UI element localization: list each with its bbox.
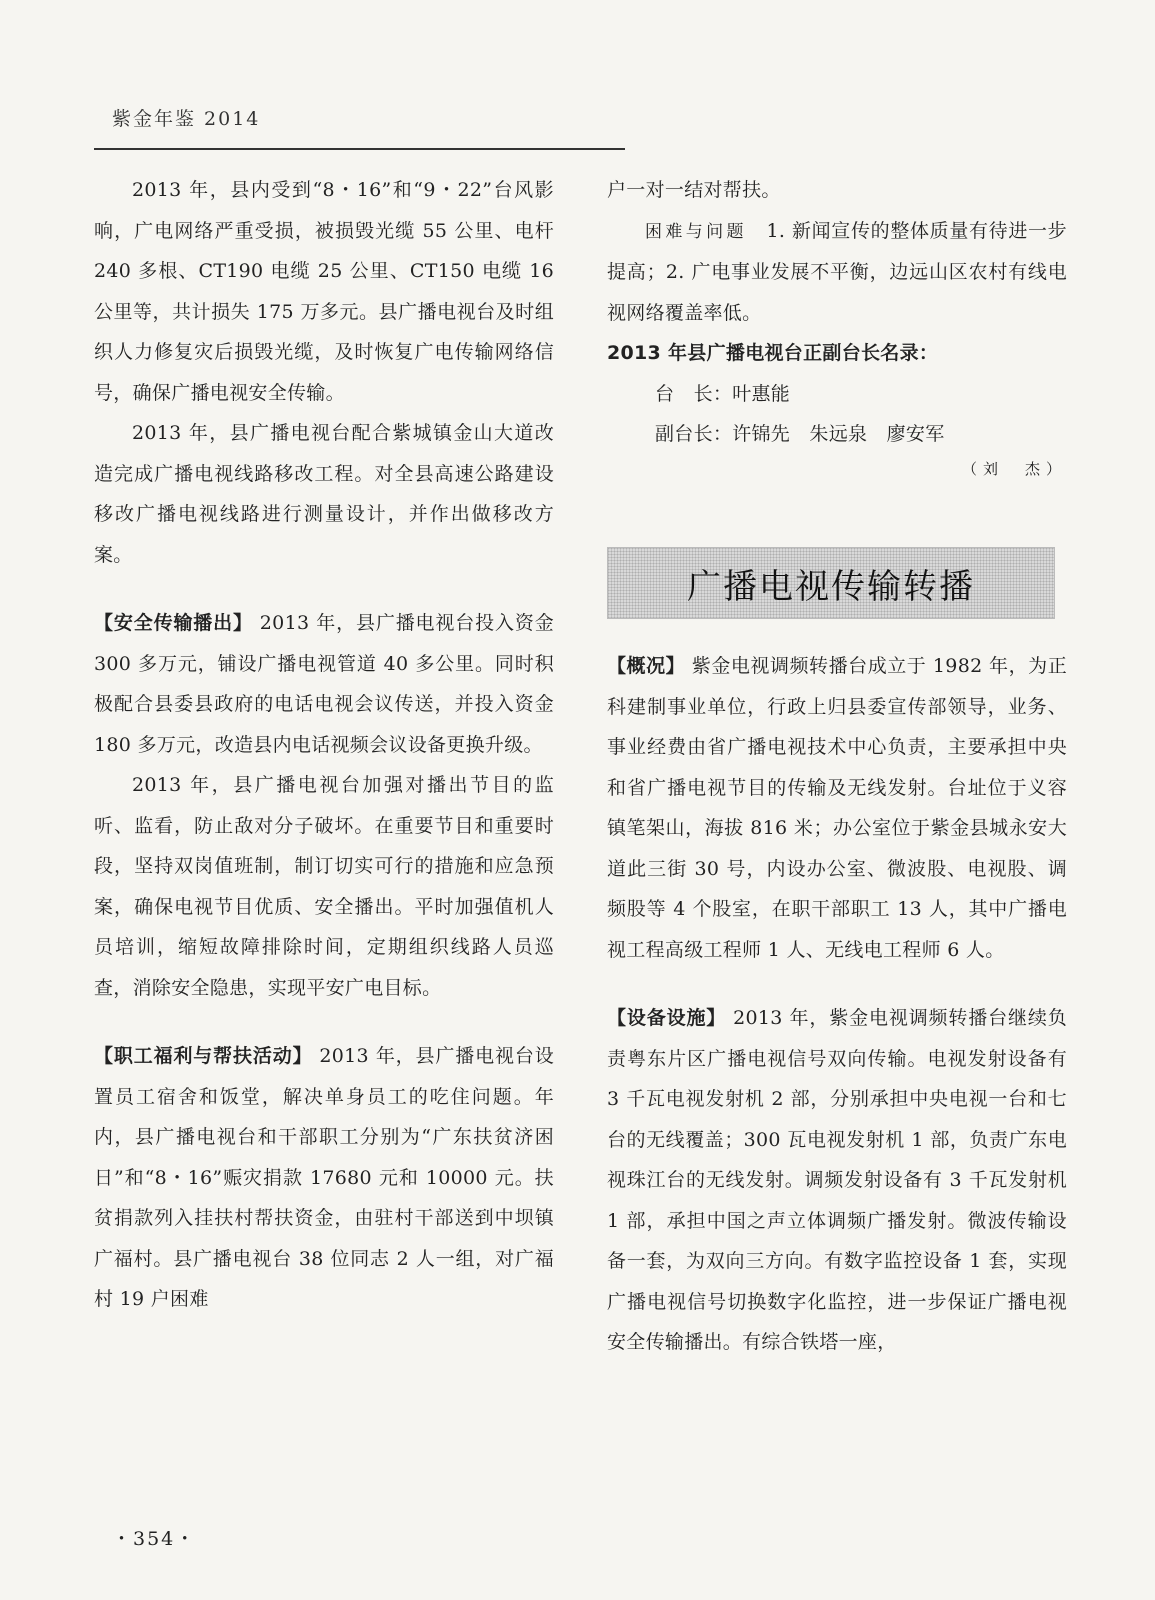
section-body: 2013 年，县广播电视台设置员工宿舍和饭堂，解决单身员工的吃住问题。年内，县广播电视台和干部职工分别为“广东扶贫济困日”和“8・16”赈灾捐款 17680 元和 10000 元。扶贫捐款列入挂扶村帮扶资金，由驻村干部送到中坝镇广福村。县广播电视台 38 位同志 2 人一组，对广福村 19 户困难 [94,1045,555,1310]
page-number: ・354・ [112,1528,197,1550]
banner-title: 广播电视传输转播 [687,566,975,607]
problems-head: 困难与问题 [645,221,747,242]
section-gap [94,1008,554,1036]
right-column-bottom [607,646,1067,1363]
right-column-top [607,170,1067,483]
running-header: 紫金年鉴 2014 [112,108,261,130]
section-body: 2013 年，县广播电视台投入资金 300 多万元，铺设广播电视管道 40 多公里。同时积极配合县委县政府的电话电视会议传送，并投入资金 180 多万元，改造县内电话视频会议设备更换升级。 [94,612,555,756]
section-banner [607,547,1055,619]
section-body: 2013 年，紫金电视调频转播台继续负责粤东片区广播电视信号双向传输。电视发射设备有 3 千瓦电视发射机 2 部，分别承担中央电视一台和七台的无线覆盖；300 瓦电视发射机 1 部，负责广东电视珠江台的无线发射。调频发射设备有 3 千瓦发射机 1 部，承担中国之声立体调频广播发射。微波传输设备一套，为双向三方向。有数字监控设备 1 套，实现广播电视信号切换数字化监控，进一步保证广播电视安全传输播出。有综合铁塔一座， [607,1007,1068,1353]
roster-deputy: 副台长：许锦先 朱远泉 廖安军 [655,423,945,445]
section-gap [94,575,554,603]
section-welfare [94,1036,554,1320]
section-head-overview: 【概况】 [607,655,686,677]
paragraph-monitoring: 2013 年，县广播电视台加强对播出节目的监听、监看，防止敌对分子破坏。在重要节目和重要时段，坚持双岗值班制，制订切实可行的措施和应急预案，确保电视节目优质、安全播出。平时加强值机人员培训，缩短故障排除时间，定期组织线路人员巡查，消除安全隐患，实现平安广电目标。 [94,774,554,999]
section-safe-transmission [94,603,554,765]
problems-body: 1. 新闻宣传的整体质量有待进一步提高；2. 广电事业发展不平衡，边远山区农村有线电视网络覆盖率低。 [607,219,1067,324]
paragraph-line-relocation: 2013 年，县广播电视台配合紫城镇金山大道改造完成广播电视线路移改工程。对全县高速公路建设移改广播电视线路进行测量设计，并作出做移改方案。 [94,422,554,566]
paragraph-continued: 户一对一结对帮扶。 [607,179,781,201]
left-column [94,170,554,1320]
paragraph-typhoon-damage: 2013 年，县内受到“8・16”和“9・22”台风影响，广电网络严重受损，被损毁光缆 55 公里、电杆 240 多根、CT190 电缆 25 公里、CT150 电缆 16 公里等，共计损失 175 万多元。县广播电视台及时组织人力修复灾后损毁光缆，及时恢复广电传输网络信号，确保广播电视安全传输。 [94,179,554,404]
section-equipment [607,998,1067,1363]
header-rule [94,148,625,150]
section-head-safe-transmission: 【安全传输播出】 [94,612,253,634]
section-body: 紫金电视调频转播台成立于 1982 年，为正科建制事业单位，行政上归县委宣传部领导，业务、事业经费由省广播电视技术中心负责，主要承担中央和省广播电视节目的传输及无线发射。台址位于义容镇笔架山，海拔 816 米；办公室位于紫金县城永安大道此三街 30 号，内设办公室、微波股、电视股、调频股等 4 个股室，在职干部职工 13 人，其中广播电视工程高级工程师 1 人、无线电工程师 6 人。 [607,655,1067,961]
byline: （刘 杰） [961,459,1067,478]
section-head-welfare: 【职工福利与帮扶活动】 [94,1045,313,1067]
roster-director: 台 长：叶惠能 [655,382,791,405]
section-gap [607,970,1067,998]
paragraph-problems [607,211,1067,334]
section-head-equipment: 【设备设施】 [607,1007,727,1029]
roster-title: 2013 年县广播电视台正副台长名录： [607,342,939,364]
section-overview [607,646,1067,970]
